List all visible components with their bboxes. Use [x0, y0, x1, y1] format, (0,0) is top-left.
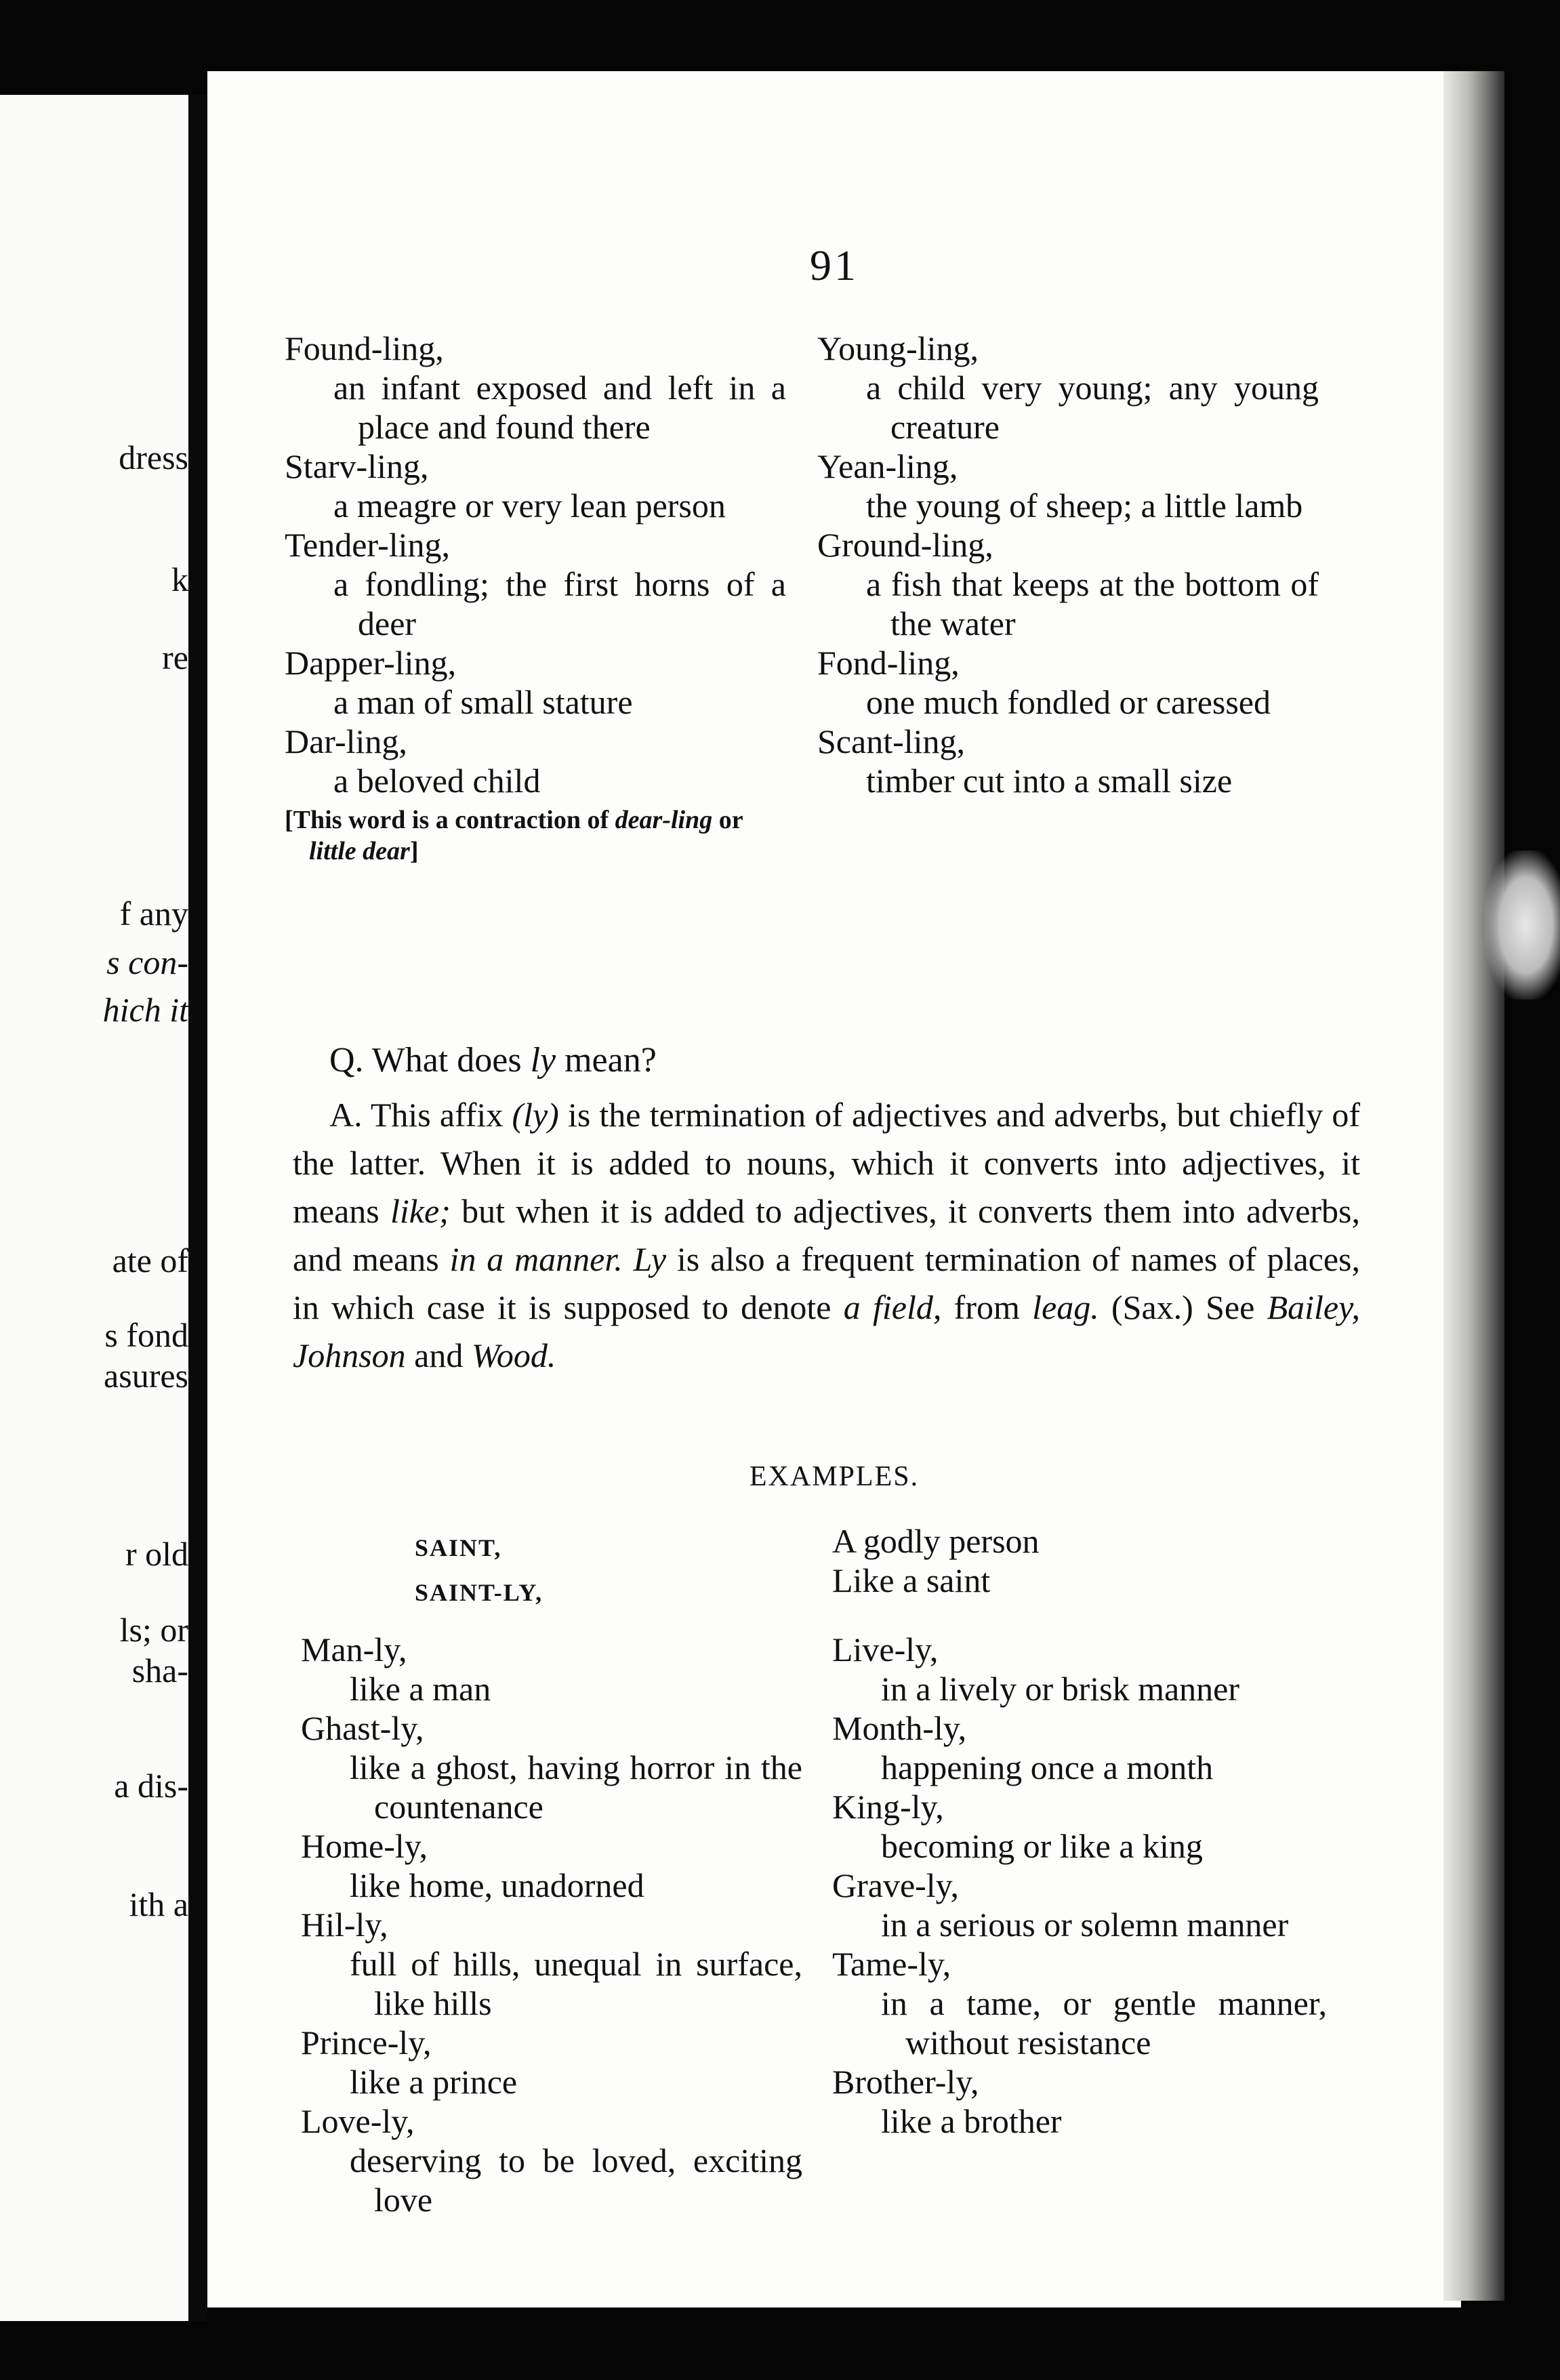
entry-definition: like a ghost, having horror in the countenance: [350, 1748, 802, 1826]
note-text: ]: [409, 837, 419, 865]
entry-definition: becoming or like a king: [881, 1827, 1203, 1865]
list-item: [817, 722, 1319, 800]
examples-heading: EXAMPLES.: [749, 1461, 920, 1492]
page-edge: [1443, 71, 1504, 2301]
list-item: [301, 2023, 802, 2101]
left-page-fragment: [0, 95, 188, 2321]
answer-text: (Sax.) See: [1099, 1288, 1267, 1326]
contraction-note: [285, 804, 786, 867]
entry-definition: full of hills, unequal in surface, like hills: [350, 1945, 802, 2022]
margin-fragment: ate of: [112, 1242, 188, 1279]
list-item: [817, 329, 1319, 447]
ly-column-left: [301, 1630, 802, 2219]
margin-fragment: s con-: [106, 943, 188, 981]
ly-column-right: [832, 1630, 1327, 2141]
entry-headword: Brother-ly,: [832, 2063, 979, 2101]
list-item: [832, 1866, 1327, 1944]
entry-definition: a child very young; any young creature: [866, 369, 1319, 446]
entry-definition: an infant exposed and left in a place and found there: [333, 369, 786, 446]
list-item: [832, 1708, 1327, 1787]
book-gutter: [188, 95, 207, 2321]
list-item: [832, 1630, 1327, 1708]
question-label: Q.: [329, 1041, 364, 1080]
margin-fragment: k: [171, 560, 188, 598]
list-item: [285, 722, 786, 800]
answer-text: but when it is added to adjectives, it converts them into adverbs, and means: [293, 1192, 1360, 1278]
answer-italic: like;: [390, 1192, 451, 1230]
margin-fragment: hich it: [102, 991, 188, 1029]
entry-definition: in a serious or solemn manner: [881, 1906, 1289, 1944]
ling-column-right: [817, 329, 1319, 800]
margin-fragment: s fond: [104, 1316, 188, 1354]
entry-definition: a beloved child: [333, 762, 541, 800]
entry-headword: Tender-ling,: [285, 526, 451, 564]
book-page: [207, 71, 1461, 2307]
entry-headword: Dapper-ling,: [285, 644, 457, 682]
saint-word: SAINT,: [415, 1534, 502, 1561]
margin-fragment: sha-: [131, 1651, 188, 1689]
entry-headword: Found-ling,: [285, 329, 444, 367]
list-item: [285, 525, 786, 643]
margin-fragment: r old: [125, 1535, 188, 1573]
answer-text: and: [405, 1336, 472, 1374]
page-number: 91: [810, 241, 859, 289]
entry-headword: Grave-ly,: [832, 1866, 959, 1904]
entry-definition: like a prince: [350, 2063, 518, 2101]
entry-headword: Man-ly,: [301, 1630, 407, 1668]
entry-definition: one much fondled or caressed: [866, 683, 1271, 721]
entry-headword: Fond-ling,: [817, 644, 960, 682]
list-item: [832, 1787, 1327, 1866]
answer-italic: Wood.: [471, 1336, 556, 1374]
saint-definition: A godly person: [832, 1522, 1040, 1560]
margin-fragment: re: [162, 638, 188, 676]
entry-headword: Scant-ling,: [817, 722, 966, 760]
margin-fragment: asures: [104, 1357, 188, 1395]
entry-definition: like a brother: [881, 2102, 1062, 2140]
answer-text: [623, 1240, 634, 1278]
entry-headword: Young-ling,: [817, 329, 979, 367]
entry-headword: King-ly,: [832, 1788, 944, 1826]
question-text: What does: [371, 1041, 531, 1080]
answer-italic: a field,: [843, 1288, 942, 1326]
entry-definition: a fondling; the first horns of a deer: [333, 565, 786, 642]
margin-fragment: ls; or: [119, 1611, 188, 1649]
list-item: [301, 1905, 802, 2023]
answer-italic: Bailey, Johnson: [293, 1288, 1361, 1374]
answer-paragraph: [293, 1091, 1360, 1380]
entry-headword: Love-ly,: [301, 2102, 415, 2140]
question-text: mean?: [556, 1041, 657, 1080]
entry-definition: like home, unadorned: [350, 1866, 644, 1904]
answer-italic: in a manner.: [449, 1240, 623, 1278]
answer-italic: Ly: [633, 1240, 667, 1278]
list-item: [832, 1944, 1327, 2062]
entry-definition: timber cut into a small size: [866, 762, 1233, 800]
entry-headword: Home-ly,: [301, 1827, 428, 1865]
list-item: [817, 447, 1319, 525]
answer-text: is also a frequent termination of names of places, in which case it is supposed to denote: [293, 1240, 1360, 1326]
entry-headword: Ghast-ly,: [301, 1709, 424, 1747]
answer-italic: (ly): [512, 1096, 559, 1134]
margin-fragment: ith a: [129, 1885, 188, 1923]
saint-ly-definition: Like a saint: [832, 1561, 991, 1599]
entry-definition: a fish that keeps at the bottom of the water: [866, 565, 1319, 642]
note-text: [This word is a contraction of: [285, 806, 615, 834]
entry-headword: Tame-ly,: [832, 1945, 951, 1983]
list-item: [301, 1630, 802, 1708]
entry-headword: Ground-ling,: [817, 526, 993, 564]
note-italic: little dear: [309, 837, 410, 865]
entry-headword: Month-ly,: [832, 1709, 967, 1747]
list-item: [832, 2062, 1327, 2141]
margin-fragment: dress: [119, 438, 188, 476]
entry-definition: deserving to be loved, exciting love: [350, 2141, 802, 2219]
entry-definition: a meagre or very lean person: [333, 487, 726, 525]
question-line: [329, 1040, 657, 1080]
list-item: [301, 1826, 802, 1905]
margin-fragment: f any: [119, 895, 188, 932]
ling-column-left: [285, 329, 786, 867]
entry-headword: Yean-ling,: [817, 447, 958, 485]
saint-words: [415, 1528, 754, 1612]
note-text: or: [712, 806, 743, 834]
answer-italic: leag.: [1032, 1288, 1099, 1326]
question-italic: ly: [530, 1041, 556, 1080]
answer-text: This affix: [370, 1096, 512, 1134]
saint-ly-word: SAINT-LY,: [415, 1579, 543, 1606]
answer-label: A.: [329, 1096, 363, 1134]
entry-headword: Starv-ling,: [285, 447, 429, 485]
entry-headword: Prince-ly,: [301, 2024, 432, 2061]
answer-text: from: [941, 1288, 1033, 1326]
entry-definition: a man of small stature: [333, 683, 633, 721]
entry-definition: the young of sheep; a little lamb: [866, 487, 1303, 525]
entry-headword: Dar-ling,: [285, 722, 407, 760]
entry-definition: happening once a month: [881, 1748, 1214, 1786]
answer-text: is the termination of adjectives and adverbs, but chiefly of the latter. When it is added to nouns, which it converts into adjectives, it means: [293, 1096, 1360, 1230]
list-item: [285, 329, 786, 447]
list-item: [285, 447, 786, 525]
saint-definitions: [832, 1521, 1307, 1600]
entry-definition: in a lively or brisk manner: [881, 1670, 1240, 1708]
thumb-smudge: [1484, 850, 1560, 1000]
list-item: [817, 525, 1319, 643]
list-item: [301, 2101, 802, 2219]
list-item: [285, 643, 786, 722]
list-item: [817, 643, 1319, 722]
entry-headword: Hil-ly,: [301, 1906, 388, 1944]
list-item: [301, 1708, 802, 1826]
entry-headword: Live-ly,: [832, 1630, 939, 1668]
entry-definition: in a tame, or gentle manner, without resistance: [881, 1984, 1327, 2061]
entry-definition: like a man: [350, 1670, 491, 1708]
margin-fragment: a dis-: [114, 1767, 188, 1805]
note-italic: dear-ling: [615, 806, 713, 834]
